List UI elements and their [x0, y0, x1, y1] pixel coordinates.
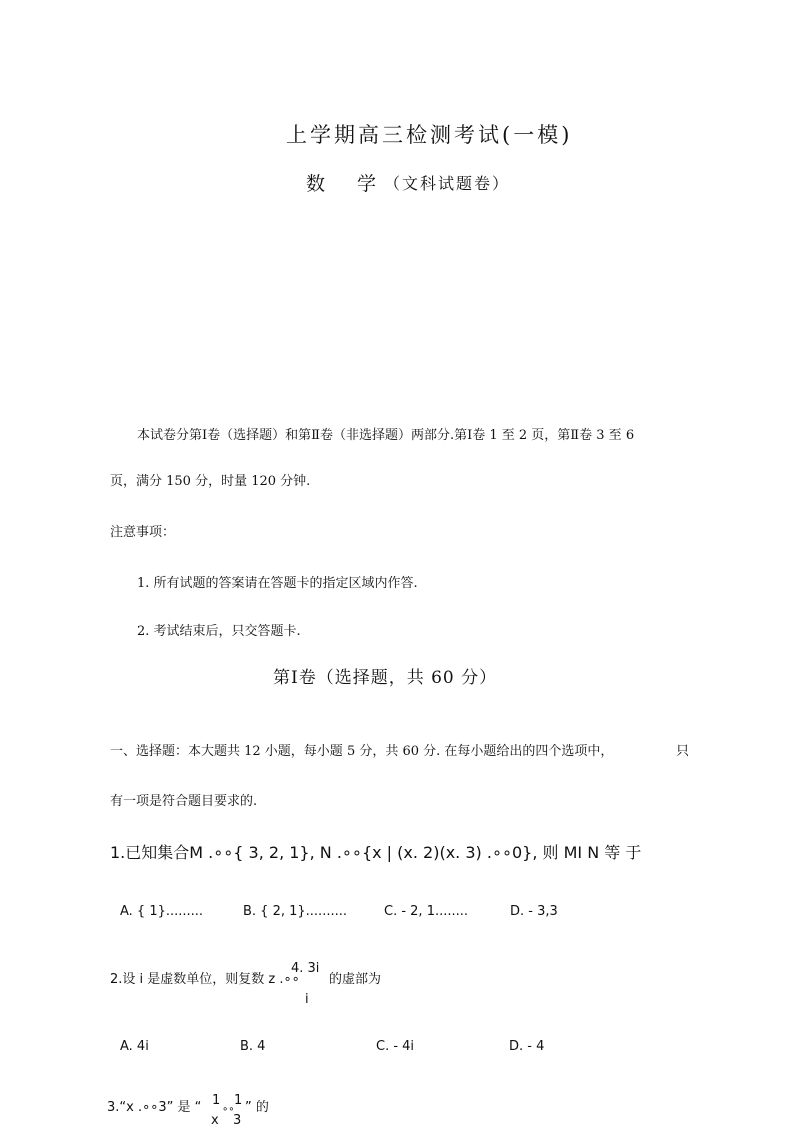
section-instruction-tail: 只: [676, 744, 690, 759]
question-2-option-d: D. - 4: [509, 1039, 545, 1054]
question-1-option-a: A. { 1}.........: [120, 904, 204, 919]
section-instruction-line-2: 有一项是符合题目要求的.: [110, 794, 258, 809]
subject-char-1: 数: [306, 173, 328, 195]
question-3-stem-suffix: ” 的: [245, 1100, 269, 1115]
question-1-stem: 1.已知集合M .∘∘{ 3, 2, 1}, N .∘∘{x | (x. 2)(x. 3) .∘∘0}, 则 MI N 等 于: [110, 843, 642, 862]
exam-title: 上学期高三检测考试(一模): [286, 123, 573, 147]
question-2-stem-prefix: 2.设 i 是虚数单位，则复数 z .∘∘: [110, 972, 300, 987]
question-2-fraction-denominator: i: [305, 992, 309, 1007]
question-3-fraction-b-numerator: 1: [234, 1093, 243, 1108]
subject-char-2: 学: [357, 173, 379, 195]
note-item-1: 1. 所有试题的答案请在答题卡的指定区域内作答.: [137, 576, 418, 591]
note-item-2: 2. 考试结束后，只交答题卡.: [137, 624, 301, 639]
notes-heading: 注意事项：: [110, 525, 176, 540]
section-heading: 第Ⅰ卷（选择题，共 60 分）: [273, 668, 498, 688]
question-2-option-c: C. - 4i: [376, 1039, 415, 1054]
exam-subtitle: （文科试题卷）: [384, 174, 511, 193]
question-1-option-b: B. { 2, 1}..........: [243, 904, 347, 919]
question-2-stem-suffix: 的虚部为: [329, 972, 382, 987]
intro-line-2: 页，满分 150 分，时量 120 分钟.: [110, 474, 311, 489]
section-instruction-line-1: 一、选择题：本大题共 12 小题，每小题 5 分，共 60 分. 在每小题给出的四个选项中，: [110, 744, 614, 759]
question-1-option-d: D. - 3,3: [510, 904, 558, 919]
question-3-operator: ∘∘: [222, 1104, 235, 1115]
question-3-fraction-a-numerator: 1: [212, 1093, 221, 1108]
question-1-option-c: C. - 2, 1........: [384, 904, 469, 919]
question-3-fraction-a-denominator: x: [211, 1113, 219, 1128]
intro-line-1: 本试卷分第Ⅰ卷（选择题）和第Ⅱ卷（非选择题）两部分.第Ⅰ卷 1 至 2 页，第Ⅱ卷 3 至 6: [137, 428, 635, 443]
question-3-fraction-b-denominator: 3: [233, 1113, 242, 1128]
question-2-fraction-numerator: 4. 3i: [291, 961, 320, 976]
question-2-option-b: B. 4: [240, 1039, 266, 1054]
question-2-option-a: A. 4i: [120, 1039, 149, 1054]
question-3-stem-prefix: 3.“x .∘∘3” 是 “: [107, 1100, 202, 1115]
